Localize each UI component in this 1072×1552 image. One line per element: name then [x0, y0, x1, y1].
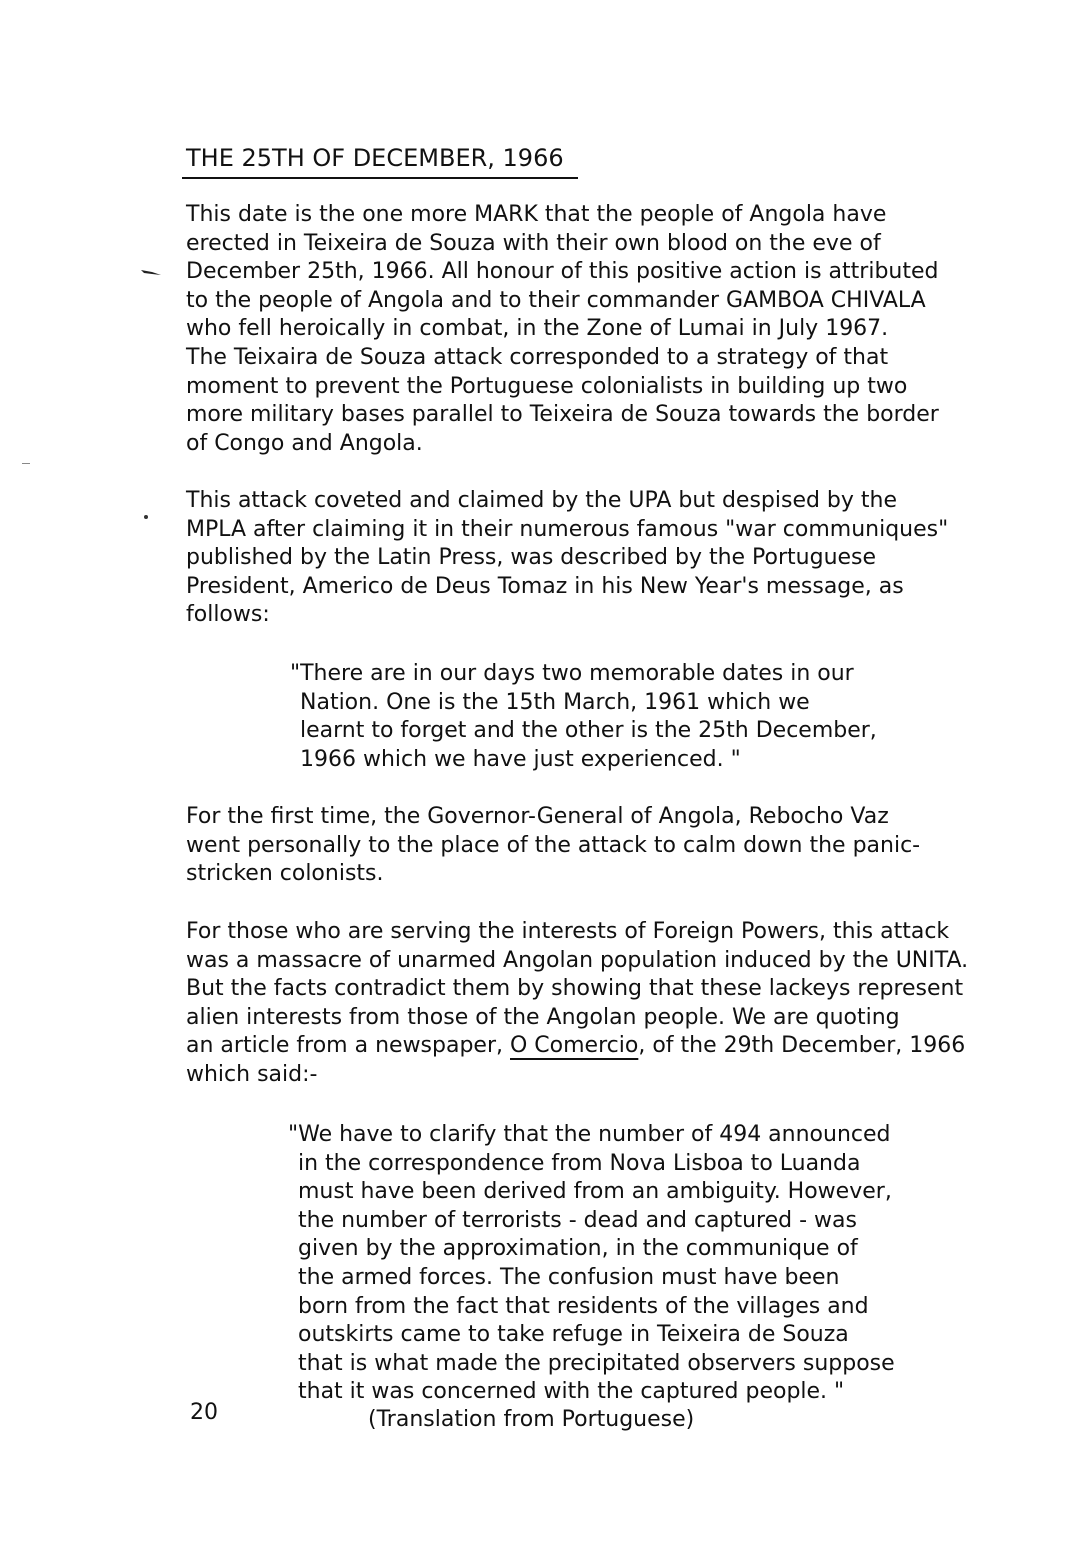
paragraph-foreign-powers [186, 918, 968, 1090]
quote-line: given by the approximation, in the communique of [298, 1236, 858, 1262]
text-fragment: an article from a newspaper, [186, 1033, 510, 1059]
section-heading: THE 25TH OF DECEMBER, 1966 [186, 144, 564, 172]
quote-line: Nation. One is the 15th March, 1961 which we [300, 689, 810, 715]
text-line: December 25th, 1966. All honour of this positive action is attributed [186, 259, 939, 285]
text-line: which said:- [186, 1061, 318, 1087]
text-line: went personally to the place of the attack to calm down the panic- [186, 832, 921, 858]
margin-arrow-icon [140, 266, 162, 278]
text-line: President, Americo de Deus Tomaz in his New Year's message, as [186, 573, 904, 599]
text-line: who fell heroically in combat, in the Zone of Lumai in July 1967. [186, 316, 889, 342]
text-line: to the people of Angola and to their commander GAMBOA CHIVALA [186, 287, 926, 313]
text-line: This attack coveted and claimed by the UPA but despised by the [186, 488, 898, 513]
quote-line: learnt to forget and the other is the 25th December, [300, 718, 877, 744]
quote-line: that is what made the precipitated observers suppose [298, 1350, 895, 1376]
heading-underline [182, 177, 578, 179]
text-line: moment to prevent the Portuguese colonialists in building up two [186, 373, 908, 399]
edge-tick [22, 463, 30, 464]
text-line: follows: [186, 602, 270, 628]
quote-line: "We have to clarify that the number of 494 announced [288, 1122, 891, 1147]
text-line: For those who are serving the interests of Foreign Powers, this attack [186, 919, 950, 944]
quote-newspaper [288, 1121, 895, 1407]
paragraph-governor [186, 803, 920, 889]
text-fragment: , of the 29th December, 1966 [638, 1033, 966, 1059]
text-line: MPLA after claiming it in their numerous famous "war communiques" [186, 516, 949, 542]
quote-line: "There are in our days two memorable dates in our [290, 661, 854, 686]
text-line: of Congo and Angola. [186, 430, 423, 456]
text-line: For the first time, the Governor-General of Angola, Rebocho Vaz [186, 804, 889, 829]
newspaper-title: O Comercio [510, 1033, 639, 1059]
text-line: more military bases parallel to Teixeira de Souza towards the border [186, 402, 939, 428]
quote-line: born from the fact that residents of the villages and [298, 1293, 869, 1319]
text-line: published by the Latin Press, was described by the Portuguese [186, 545, 877, 571]
translation-note: (Translation from Portuguese) [368, 1407, 695, 1432]
margin-dot [144, 515, 148, 519]
text-line: This date is the one more MARK that the people of Angola have [186, 202, 887, 227]
quote-line: must have been derived from an ambiguity. However, [298, 1179, 892, 1205]
text-line: was a massacre of unarmed Angolan population induced by the UNITA. [186, 947, 969, 973]
text-line: But the facts contradict them by showing that these lackeys represent [186, 976, 964, 1002]
text-line: stricken colonists. [186, 861, 384, 887]
quote-line: the armed forces. The confusion must have been [298, 1264, 840, 1290]
quote-president [290, 660, 877, 774]
text-line: The Teixaira de Souza attack corresponded to a strategy of that [186, 344, 889, 370]
text-line: alien interests from those of the Angolan people. We are quoting [186, 1004, 900, 1030]
quote-line: the number of terrorists - dead and captured - was [298, 1207, 857, 1233]
text-line [186, 1032, 968, 1061]
quote-line: in the correspondence from Nova Lisboa to Luanda [298, 1150, 861, 1176]
quote-line: 1966 which we have just experienced. " [300, 746, 741, 772]
paragraph-attack-claims [186, 487, 948, 630]
page-number: 20 [190, 1400, 218, 1425]
paragraph-intro [186, 201, 939, 458]
quote-line: that it was concerned with the captured people. " [298, 1379, 845, 1405]
text-line: erected in Teixeira de Souza with their own blood on the eve of [186, 230, 881, 256]
quote-line: outskirts came to take refuge in Teixeira de Souza [298, 1322, 849, 1348]
